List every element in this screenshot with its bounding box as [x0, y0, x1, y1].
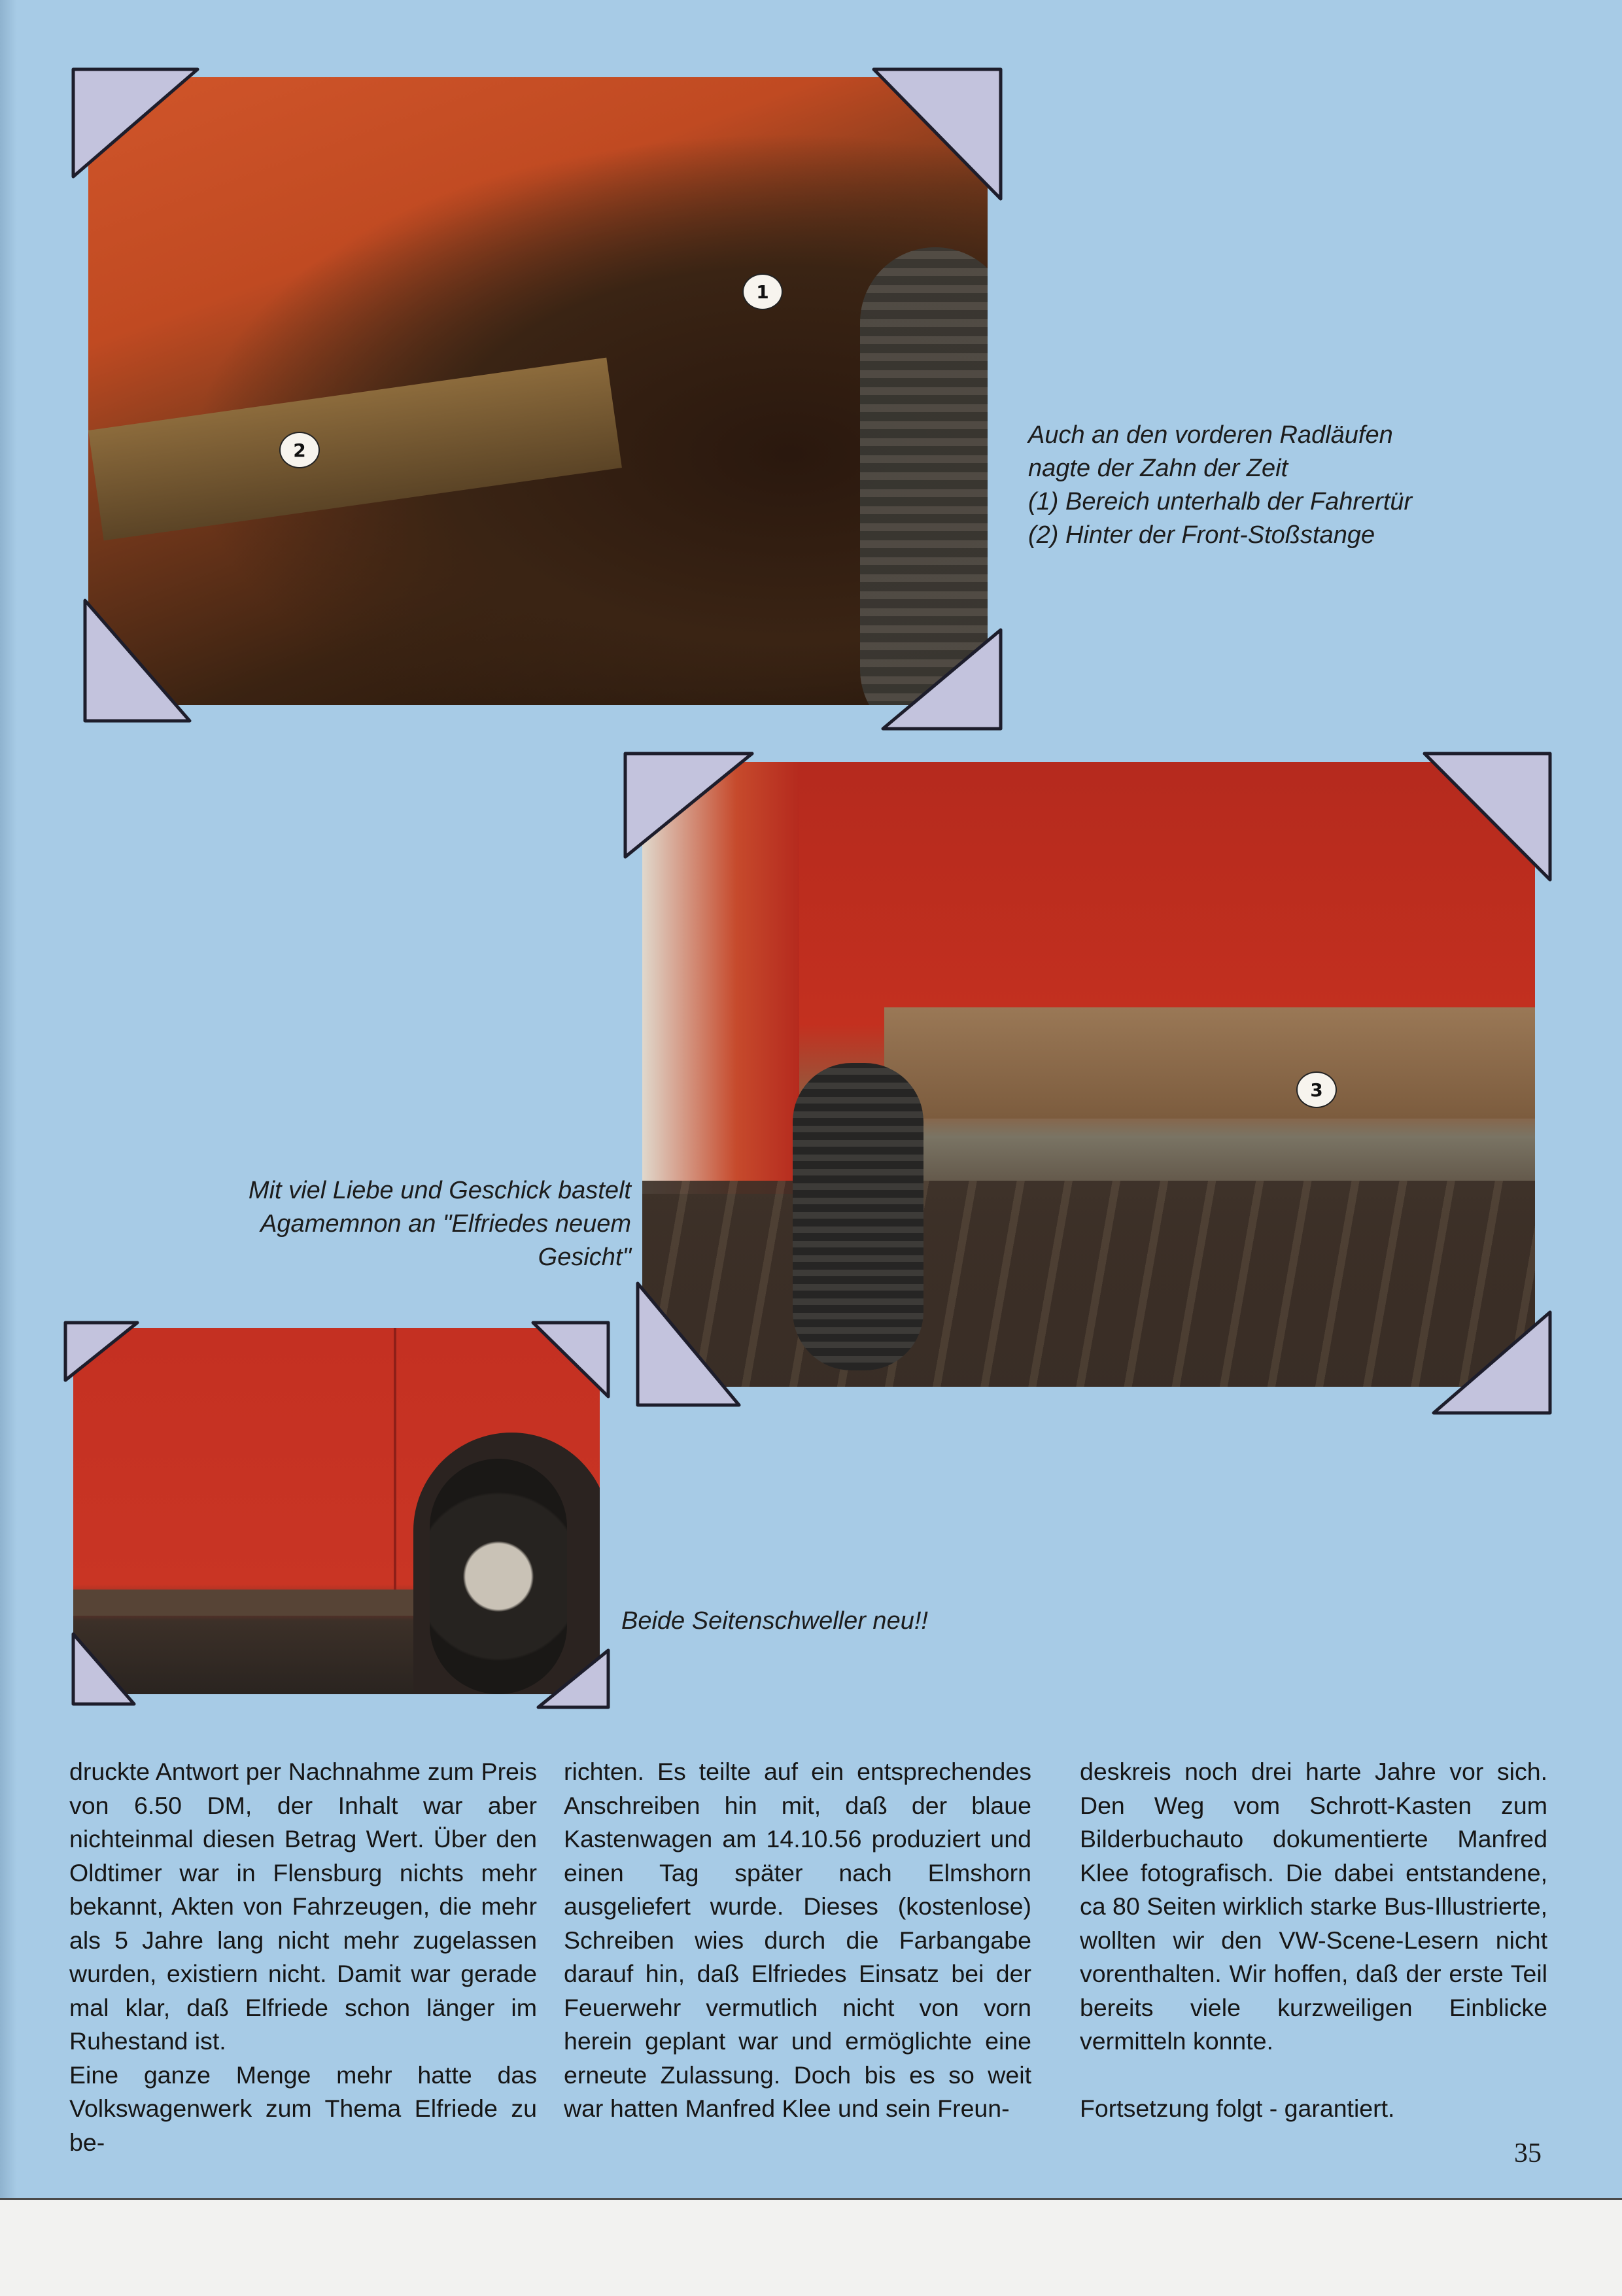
- caption-agamemnon: [164, 1174, 631, 1274]
- caption-front-wheel-arches: [1028, 419, 1525, 552]
- caption-line: Auch an den vorderen Radläufen: [1028, 421, 1393, 449]
- marker-1: 1: [742, 273, 783, 310]
- caption-line: Gesicht": [538, 1244, 631, 1271]
- marker-3: 3: [1296, 1071, 1337, 1108]
- marker-2: 2: [279, 432, 320, 468]
- photo-corner-icon: [874, 69, 1001, 199]
- caption-side-sills: Beide Seitenschweller neu!!: [621, 1607, 928, 1635]
- paragraph-closing: Fortsetzung folgt - garantiert.: [1080, 2095, 1395, 2122]
- paragraph: richten. Es teilte auf ein entsprechendes Anschreiben hin mit, daß der blaue Kastenwagen am 14.10.56 produziert und einen Tag später nach Elmshorn ausgeliefert wurde. Dieses (kostenlose) Schreiben wies durch die Farbangabe darauf hin, daß Elfriedes Einsatz bei der Feuerwehr vermutlich nicht von vorn herein geplant war und ermöglichte eine erneute Zulassung. Doch bis es so weit war hatten Manfred Klee und sein Freun-: [564, 1758, 1031, 2122]
- text-column-1: [69, 1755, 537, 2159]
- photo-corner-icon: [1434, 1312, 1550, 1413]
- photo-corner-icon: [1424, 754, 1550, 880]
- photo-corner-icon: [85, 600, 190, 721]
- scan-bottom-margin: [0, 2198, 1622, 2296]
- photo-corner-icon: [538, 1650, 608, 1707]
- photo-corner-icon: [73, 69, 198, 177]
- text-column-2: [564, 1755, 1031, 2126]
- photo-corner-icon: [73, 1634, 134, 1704]
- paragraph: deskreis noch drei harte Jahre vor sich. Den Weg vom Schrott-Kasten zum Bilderbuchauto dokumentierte Manfred Klee fotografisch. Die dabei entstandene, ca 80 Seiten wirklich starke Bus-Illustrierte, wollten wir den VW-Scene-Lesern nicht vorenthalten. Wir hoffen, daß der erste Teil bereits viele kurzweiligen Einblicke vermitteln konnte.: [1080, 1758, 1547, 2055]
- page-number: 35: [1514, 2138, 1542, 2168]
- paragraph: Eine ganze Menge mehr hatte das Volkswagenwerk zum Thema Elfriede zu be-: [69, 2061, 537, 2156]
- photo-corner-icon: [625, 754, 752, 857]
- photo-corner-icon: [638, 1283, 739, 1405]
- photo-corner-icon: [533, 1323, 608, 1397]
- photo-corner-icon: [65, 1323, 137, 1380]
- photo-corner-icon: [883, 630, 1001, 729]
- caption-line: (1) Bereich unterhalb der Fahrertür: [1028, 488, 1413, 515]
- caption-line: Mit viel Liebe und Geschick bastelt: [248, 1177, 631, 1204]
- text-column-3: [1080, 1755, 1547, 2126]
- caption-line: Agamemnon an "Elfriedes neuem: [260, 1210, 631, 1238]
- caption-line: nagte der Zahn der Zeit: [1028, 455, 1288, 482]
- paragraph: druckte Antwort per Nachnahme zum Preis von 6.50 DM, der Inhalt war aber nichteinmal diesen Betrag Wert. Über den Oldtimer war in Flensburg nichts mehr bekannt, Akten von Fahrzeugen, die mehr als 5 Jahre lang nicht mehr zugelassen wurden, existiern nicht. Damit war gerade mal klar, daß Elfriede schon länger im Ruhestand ist.: [69, 1758, 537, 2055]
- caption-line: (2) Hinter der Front-Stoßstange: [1028, 521, 1375, 549]
